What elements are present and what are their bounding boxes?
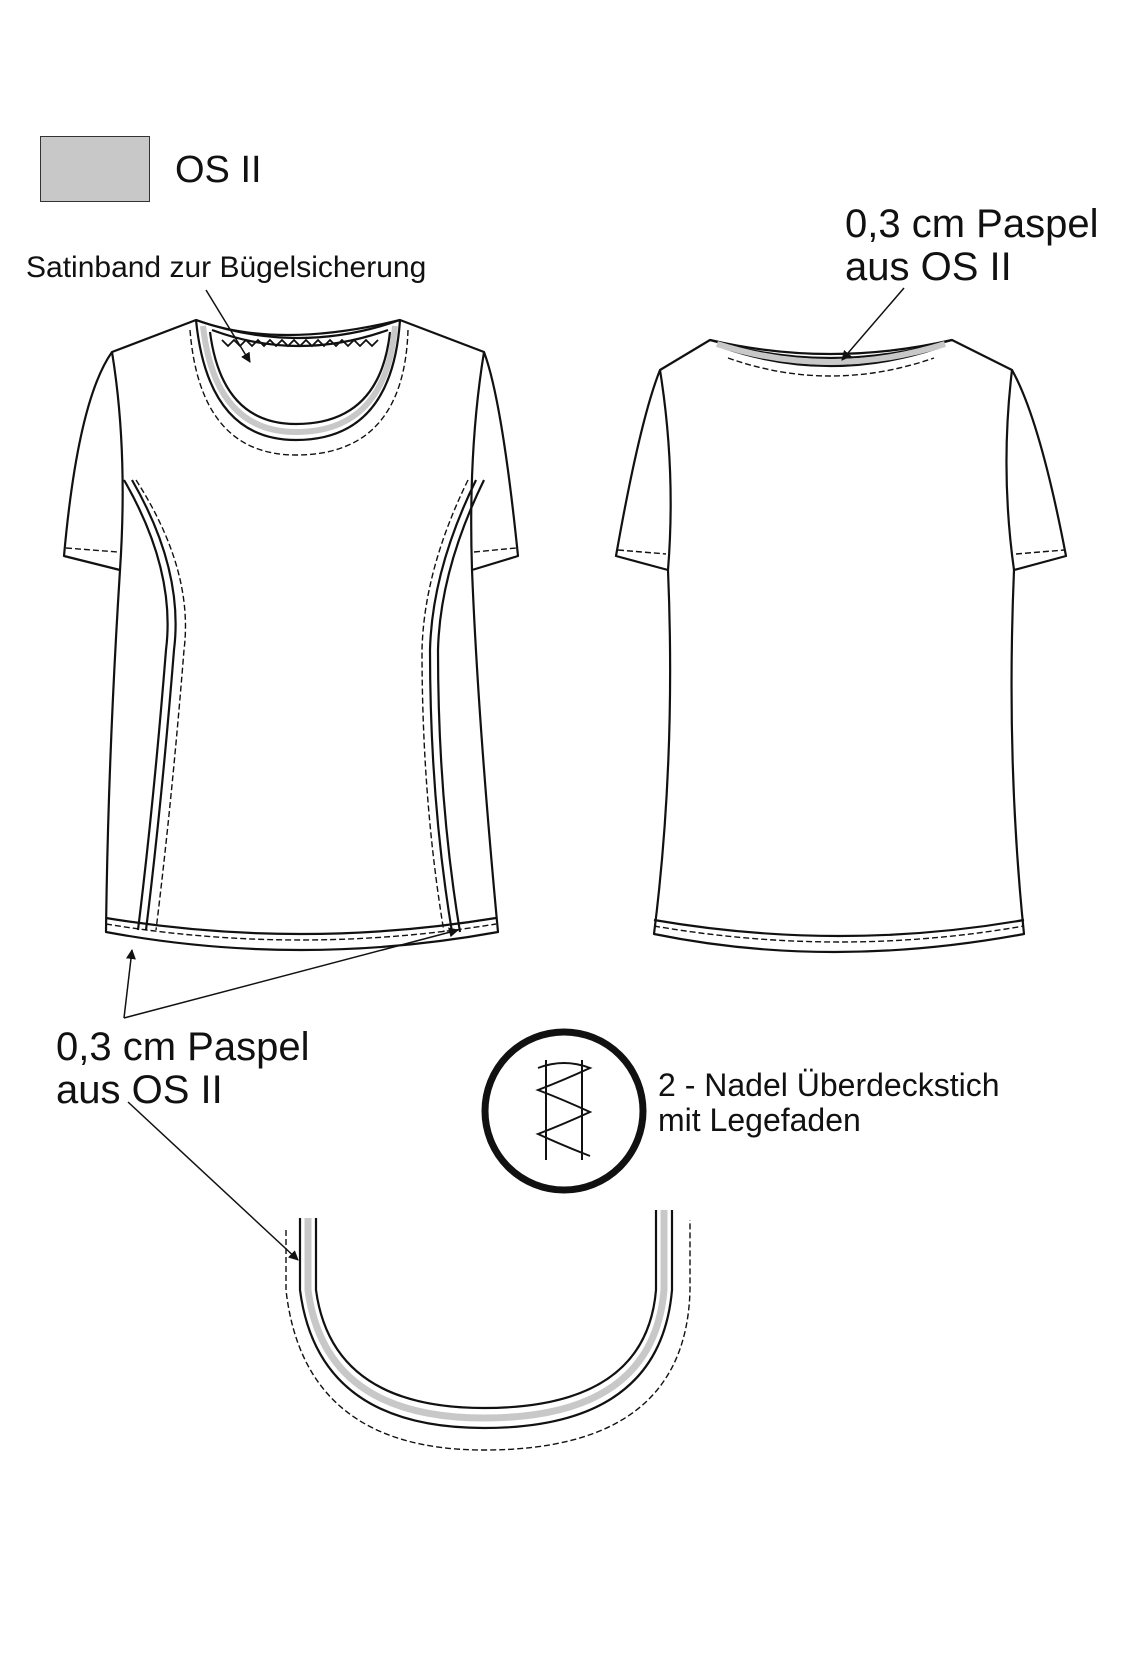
- front-right-seam-ruffle: [422, 480, 468, 932]
- detail-neck-piping: [308, 1210, 664, 1418]
- back-view-shirt: [616, 340, 1066, 952]
- back-piping-line2: aus OS II: [845, 245, 1012, 290]
- front-view-shirt: [64, 320, 518, 950]
- neckline-detail: [300, 1210, 672, 1428]
- leader-lines: [124, 288, 904, 1260]
- back-left-sleeve-ruffle: [618, 550, 666, 554]
- coverstitch-symbol-icon: [485, 1032, 643, 1190]
- front-left-sleeve-ruffle: [66, 548, 118, 552]
- satin-ribbon-zigzag: [222, 340, 378, 346]
- detail-neck-outer: [300, 1210, 672, 1428]
- front-piping-line1: 0,3 cm Paspel: [56, 1025, 310, 1069]
- back-right-sleeve-ruffle: [1016, 550, 1064, 554]
- back-ruffles: [618, 358, 1064, 942]
- detail-piping-arrow: [128, 1102, 298, 1260]
- back-right-sleeve-seam: [1006, 370, 1014, 570]
- satin-ribbon-annotation: Satinband zur Bügelsicherung: [26, 251, 427, 284]
- front-left-princess-seam: [124, 480, 168, 930]
- stitch-line2: mit Legefaden: [658, 1101, 861, 1138]
- stitch-line1: 2 - Nadel Überdeckstich: [658, 1067, 1000, 1103]
- front-piping-arrow-left: [124, 950, 132, 1018]
- legend-label: OS II: [175, 149, 262, 191]
- front-right-princess-seam: [438, 480, 484, 932]
- back-piping-line1: 0,3 cm Paspel: [845, 202, 1099, 246]
- back-body-outline: [616, 340, 1066, 952]
- front-left-sleeve-seam: [112, 352, 123, 570]
- front-piping-line2: aus OS II: [56, 1068, 223, 1113]
- detail-neck-inner: [316, 1210, 656, 1408]
- front-right-sleeve-seam: [471, 352, 484, 570]
- front-right-princess-seam-inner: [430, 480, 476, 932]
- back-left-sleeve-seam: [660, 370, 671, 570]
- front-right-sleeve-ruffle: [474, 548, 516, 552]
